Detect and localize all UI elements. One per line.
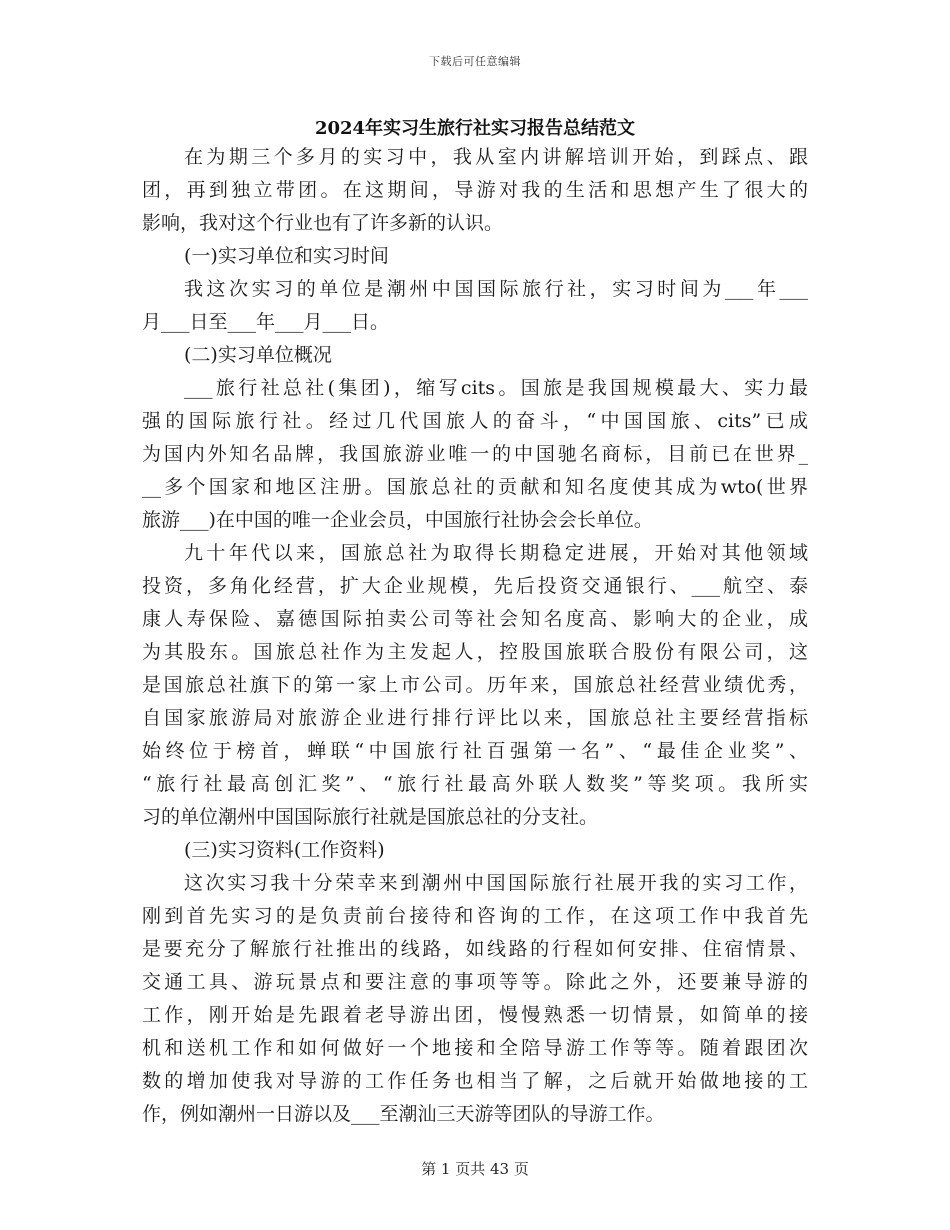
text-line: 是要充分了解旅行社推出的线路，如线路的行程如何安排、住宿情景、: [142, 938, 808, 960]
text-line: 投资，多角化经营，扩大企业规模，先后投资交通银行、___航空、泰: [142, 575, 808, 597]
text-line: (一)实习单位和实习时间: [184, 245, 389, 267]
text-line: 康人寿保险、嘉德国际拍卖公司等社会知名度高、影响大的企业，成: [142, 608, 808, 630]
text-line: 交通工具、游玩景点和要注意的事项等等。除此之外，还要兼导游的: [142, 971, 808, 993]
text-line: 作，例如潮州一日游以及___至潮汕三天游等团队的导游工作。: [142, 1103, 665, 1125]
text-line: 旅游___)在中国的唯一企业会员，中国旅行社协会会长单位。: [142, 509, 653, 531]
text-line: 九十年代以来，国旅总社为取得长期稳定进展，开始对其他领域: [184, 542, 808, 564]
document-body: [142, 141, 808, 1131]
text-line: 是国旅总社旗下的第一家上市公司。历年来，国旅总社经营业绩优秀，: [142, 674, 808, 696]
text-line: 影响，我对这个行业也有了许多新的认识。: [142, 212, 504, 234]
text-line: 自国家旅游局对旅游企业进行排行评比以来，国旅总社主要经营指标: [142, 707, 808, 729]
text-line: __多个国家和地区注册。国旅总社的贡献和知名度使其成为wto(世界: [142, 476, 808, 498]
text-line: (三)实习资料(工作资料): [184, 839, 385, 861]
text-line: 机和送机工作和如何做好一个地接和全陪导游工作等等。随着跟团次: [142, 1037, 808, 1059]
text-line: 为国内外知名品牌，我国旅游业唯一的中国驰名商标，目前已在世界_: [142, 443, 808, 465]
text-line: 刚到首先实习的是负责前台接待和咨询的工作，在这项工作中我首先: [142, 905, 808, 927]
text-line: (二)实习单位概况: [184, 344, 332, 366]
text-line: 在为期三个多月的实习中，我从室内讲解培训开始，到踩点、跟: [184, 146, 808, 168]
page-number: 第 1 页共 43 页: [421, 1160, 529, 1178]
text-line: ___旅行社总社(集团)，缩写cits。国旅是我国规模最大、实力最: [184, 377, 808, 399]
text-line: 工作，刚开始是先跟着老导游出团，慢慢熟悉一切情景，如简单的接: [142, 1004, 808, 1026]
text-line: 为其股东。国旅总社作为主发起人，控股国旅联合股份有限公司，这: [142, 641, 808, 663]
text-line: “旅行社最高创汇奖”、“旅行社最高外联人数奖”等奖项。我所实: [142, 773, 808, 795]
text-line: 数的增加使我对导游的工作任务也相当了解，之后就开始做地接的工: [142, 1070, 808, 1092]
text-line: 强的国际旅行社。经过几代国旅人的奋斗，“中国国旅、cits”已成: [142, 410, 808, 432]
text-line: 习的单位潮州中国国际旅行社就是国旅总社的分支社。: [142, 806, 599, 828]
text-line: 我这次实习的单位是潮州中国国际旅行社，实习时间为___年___: [184, 278, 808, 300]
page-header: 下载后可任意编辑: [429, 55, 521, 68]
document-title: 2024年实习生旅行社实习报告总结范文: [314, 118, 636, 139]
text-line: 月___日至___年___月___日。: [142, 311, 390, 333]
text-line: 始终位于榜首，蝉联“中国旅行社百强第一名”、“最佳企业奖”、: [142, 740, 808, 762]
text-line: 这次实习我十分荣幸来到潮州中国国际旅行社展开我的实习工作，: [184, 872, 808, 894]
text-line: 团，再到独立带团。在这期间，导游对我的生活和思想产生了很大的: [142, 179, 808, 201]
